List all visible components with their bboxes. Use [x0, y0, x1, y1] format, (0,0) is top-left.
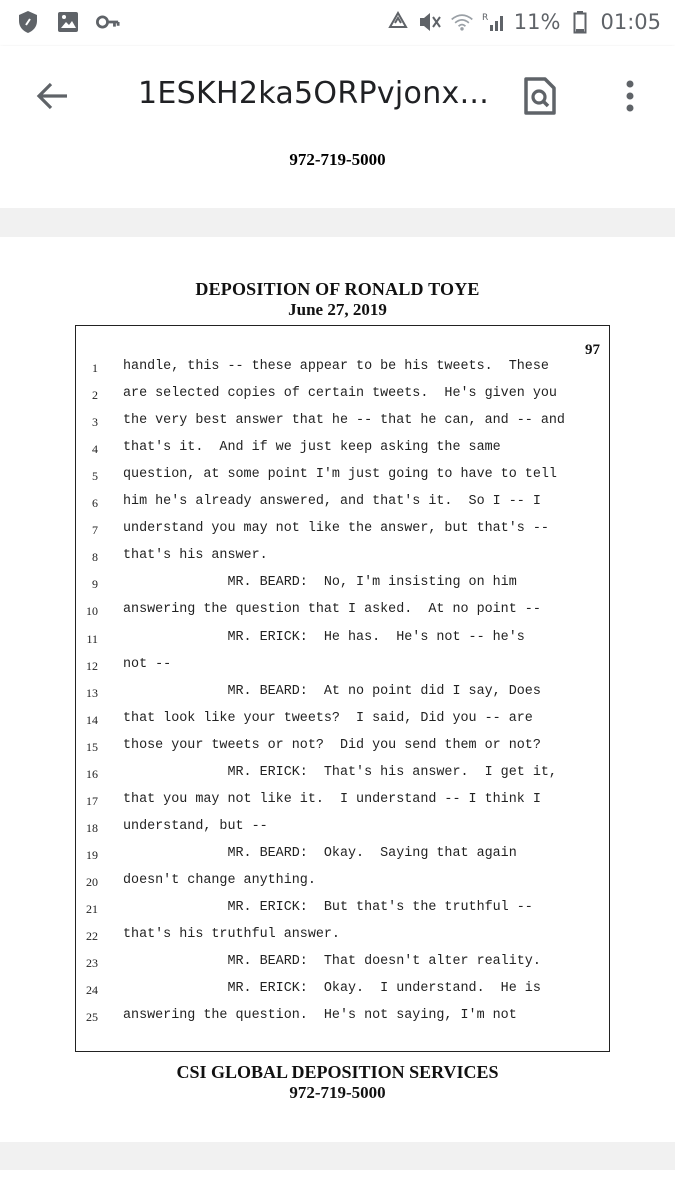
key-icon: [96, 10, 120, 34]
line-number: 20: [86, 874, 98, 889]
transcript-line: [76, 789, 609, 816]
transcript-line: [76, 1005, 609, 1032]
line-number: 18: [86, 820, 98, 835]
transcript-line: [76, 545, 609, 572]
line-text: not --: [123, 656, 172, 672]
search-in-document-button[interactable]: [516, 74, 564, 122]
transcript-line: [76, 410, 609, 437]
wifi-icon: [450, 10, 474, 34]
line-text: MR. BEARD: That doesn't alter reality.: [123, 954, 541, 970]
line-number: 13: [86, 685, 98, 700]
transcript-line: [76, 464, 609, 491]
signal-icon: [482, 10, 506, 34]
line-number: 5: [92, 469, 98, 484]
line-number: 12: [86, 658, 98, 673]
line-number: 1: [92, 361, 98, 375]
transcript-page: [0, 237, 675, 1142]
transcript-line: [76, 681, 609, 708]
previous-page-phone: 972-719-5000: [289, 150, 386, 169]
transcript-line: [76, 572, 609, 599]
transcript-line: [76, 491, 609, 518]
line-text: understand, but --: [123, 818, 268, 834]
shield-icon: [16, 10, 40, 34]
recycle-icon: [386, 10, 410, 34]
previous-page: [0, 150, 675, 208]
transcript-line: [76, 816, 609, 843]
transcript-line: [76, 356, 609, 383]
line-number: 14: [86, 712, 98, 727]
transcript-line: [76, 599, 609, 626]
more-options-button[interactable]: [606, 74, 654, 122]
back-arrow-icon: [35, 81, 69, 116]
image-icon: [56, 10, 80, 34]
document-title: 1ESKH2ka5ORPvjonx...: [138, 76, 490, 111]
line-text: MR. BEARD: Okay. Saying that again: [123, 845, 517, 861]
line-text: MR. ERICK: He has. He's not -- he's: [123, 629, 525, 645]
line-number: 6: [92, 496, 98, 511]
line-text: those your tweets or not? Did you send them or not?: [123, 737, 541, 753]
line-number: 7: [92, 523, 98, 538]
transcript-line: [76, 383, 609, 410]
page-number: 97: [585, 342, 600, 358]
line-text: answering the question. He's not saying, I'm not: [123, 1008, 517, 1024]
search-document-icon: [523, 77, 557, 120]
svg-text:R: R: [481, 13, 489, 23]
line-text: that look like your tweets? I said, Did you -- are: [123, 710, 533, 726]
line-text: doesn't change anything.: [123, 872, 316, 888]
line-number: 19: [86, 847, 98, 862]
transcript-line: [76, 843, 609, 870]
line-text: understand you may not like the answer, but that's --: [123, 521, 549, 537]
line-number: 24: [86, 983, 98, 998]
line-number: 8: [92, 550, 98, 565]
status-bar: [0, 0, 675, 46]
transcript-line: [76, 708, 609, 735]
more-vert-icon: [625, 80, 635, 117]
line-text: him he's already answered, and that's it. So I -- I: [123, 494, 541, 510]
footer-phone: 972-719-5000: [289, 1083, 386, 1102]
line-text: the very best answer that he -- that he can, and -- and: [123, 413, 565, 429]
line-text: that you may not like it. I understand -- I think I: [123, 791, 541, 807]
line-text: that's his answer.: [123, 548, 268, 564]
transcript-line: [76, 762, 609, 789]
line-text: MR. BEARD: At no point did I say, Does: [123, 683, 541, 699]
line-number: 2: [92, 388, 98, 403]
next-page: [0, 1170, 675, 1200]
transcript-line: [76, 437, 609, 464]
battery-icon: [568, 10, 592, 34]
line-number: 25: [86, 1010, 98, 1025]
transcript-line: [76, 978, 609, 1005]
transcript-line: [76, 870, 609, 897]
line-number: 23: [86, 956, 98, 971]
line-text: question, at some point I'm just going to have to tell: [123, 467, 557, 483]
line-number: 21: [86, 902, 98, 916]
footer-company: CSI GLOBAL DEPOSITION SERVICES: [176, 1062, 499, 1082]
transcript-box: [75, 325, 610, 1052]
transcript-line: [76, 654, 609, 681]
transcript-line: [76, 518, 609, 545]
line-text: handle, this -- these appear to be his tweets. These: [123, 359, 549, 374]
line-text: MR. ERICK: That's his answer. I get it,: [123, 764, 557, 780]
transcript-line: [76, 627, 609, 654]
line-number: 22: [86, 929, 98, 944]
transcript-line: [76, 735, 609, 762]
deposition-date: June 27, 2019: [288, 300, 387, 319]
deposition-title: DEPOSITION OF RONALD TOYE: [195, 279, 480, 299]
line-text: answering the question that I asked. At no point --: [123, 602, 541, 618]
back-button[interactable]: [30, 76, 74, 120]
line-text: MR. ERICK: But that's the truthful --: [123, 900, 533, 915]
line-number: 16: [86, 766, 98, 781]
line-number: 15: [86, 739, 98, 754]
line-text: MR. BEARD: No, I'm insisting on him: [123, 575, 517, 591]
transcript-line: [76, 924, 609, 951]
transcript-line: [76, 897, 609, 924]
line-text: that's it. And if we just keep asking the same: [123, 440, 501, 456]
line-text: MR. ERICK: Okay. I understand. He is: [123, 981, 541, 997]
line-text: are selected copies of certain tweets. He's given you: [123, 386, 557, 402]
transcript-line: [76, 951, 609, 978]
line-number: 4: [92, 442, 98, 457]
line-text: that's his truthful answer.: [123, 927, 340, 943]
battery-percentage: 11%: [513, 10, 561, 34]
clock: 01:05: [600, 10, 661, 34]
line-number: 17: [86, 793, 98, 808]
line-number: 3: [92, 415, 98, 430]
mute-icon: [418, 10, 442, 34]
line-number: 9: [92, 577, 98, 592]
line-number: 11: [86, 631, 98, 646]
app-bar: [0, 46, 675, 150]
line-number: 10: [86, 604, 98, 619]
